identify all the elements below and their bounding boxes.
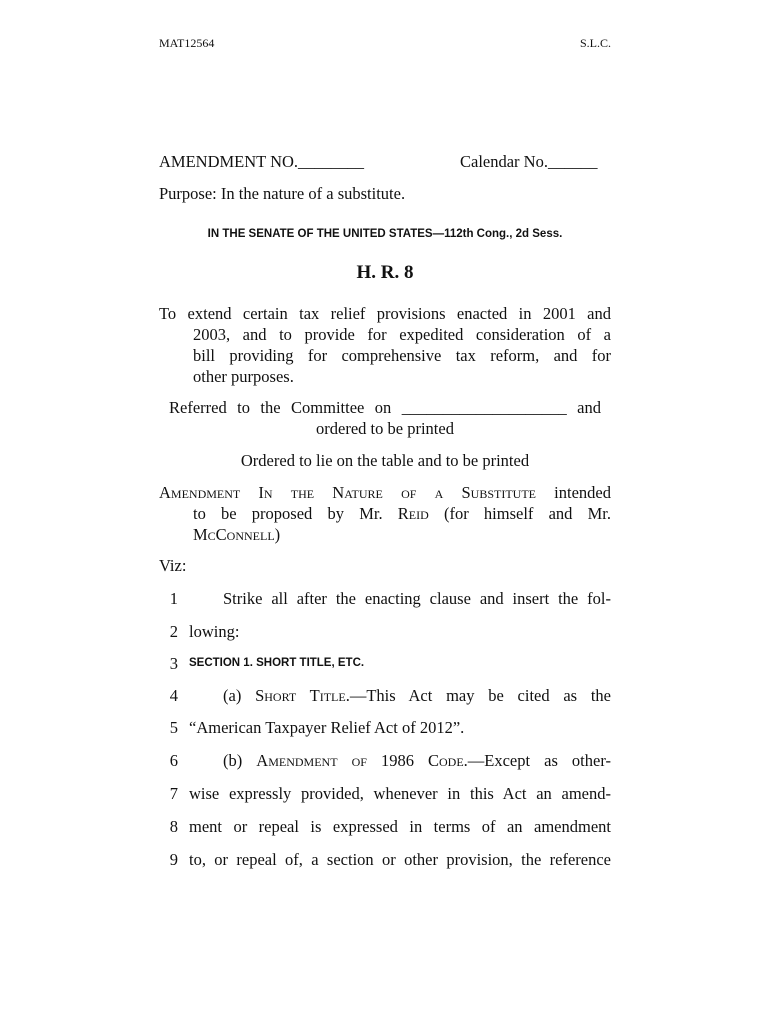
amendment-number: AMENDMENT NO.________ [159, 152, 365, 171]
bill-text: 1986 [366, 751, 428, 770]
title-line: other purposes. [193, 367, 294, 386]
ordered-printed: ordered to be printed [316, 419, 454, 438]
amendment-title-sc: Amendment In the Nature of a Substitute [159, 483, 536, 502]
bill-line [189, 751, 611, 771]
line-number: 8 [169, 817, 178, 836]
subsection-heading: Amendment of [256, 751, 367, 770]
bill-line: Strike all after the enacting clause and insert the fol- [223, 589, 611, 608]
intro-line [159, 524, 611, 545]
ordered-line: Ordered to lie on the table and to be printed [240, 451, 530, 470]
referred-line: Referred to the Committee on ____________________ and [169, 398, 601, 417]
line-number: 5 [169, 718, 178, 737]
bill-line: to, or repeal of, a section or other provision, the reference [189, 850, 611, 869]
bill-line: lowing: [189, 622, 240, 641]
subsection-label: (b) [223, 751, 257, 770]
section-heading: SECTION 1. SHORT TITLE, ETC. [189, 657, 365, 669]
subsection-heading: Short Title [255, 686, 346, 705]
title-line: bill providing for comprehensive tax reform, and for [193, 346, 611, 365]
line-number: 3 [169, 654, 178, 673]
slc-mark: S.L.C. [579, 36, 611, 50]
intro-line [159, 503, 611, 524]
line-number: 4 [169, 686, 178, 705]
bill-line: “American Taxpayer Relief Act of 2012”. [189, 718, 465, 737]
bill-title [159, 303, 611, 387]
line-number: 7 [169, 784, 178, 803]
intro-line [159, 482, 611, 503]
amendment-intro [159, 482, 611, 545]
bill-text: .—Except as other- [463, 751, 611, 770]
senator-reid: Reid [397, 504, 429, 523]
bill-number: H. R. 8 [356, 262, 414, 283]
intro-text: to be proposed by Mr. [193, 504, 398, 523]
line-number: 2 [169, 622, 178, 641]
viz-label: Viz: [159, 556, 187, 575]
intro-text: ) [274, 525, 281, 544]
intro-text: (for himself and Mr. [428, 504, 612, 523]
bill-line [189, 686, 611, 706]
senator-mcconnell: McConnell [193, 525, 275, 544]
line-number: 9 [169, 850, 178, 869]
senate-session-line: IN THE SENATE OF THE UNITED STATES—112th Cong., 2d Sess. [207, 228, 563, 240]
bill-text: .—This Act may be cited as the [345, 686, 611, 705]
title-line: To extend certain tax relief provisions enacted in 2001 and [159, 304, 611, 323]
document-id: MAT12564 [159, 36, 215, 50]
subsection-label: (a) [223, 686, 256, 705]
line-number: 1 [169, 589, 178, 608]
purpose: Purpose: In the nature of a substitute. [159, 184, 406, 203]
line-number: 6 [169, 751, 178, 770]
calendar-number: Calendar No.______ [460, 152, 598, 171]
title-line: 2003, and to provide for expedited consideration of a [193, 325, 611, 344]
intro-text: intended [535, 483, 611, 502]
bill-line: wise expressly provided, whenever in this Act an amend- [189, 784, 611, 803]
bill-line: ment or repeal is expressed in terms of an amendment [189, 817, 611, 836]
subsection-heading: Code [427, 751, 464, 770]
